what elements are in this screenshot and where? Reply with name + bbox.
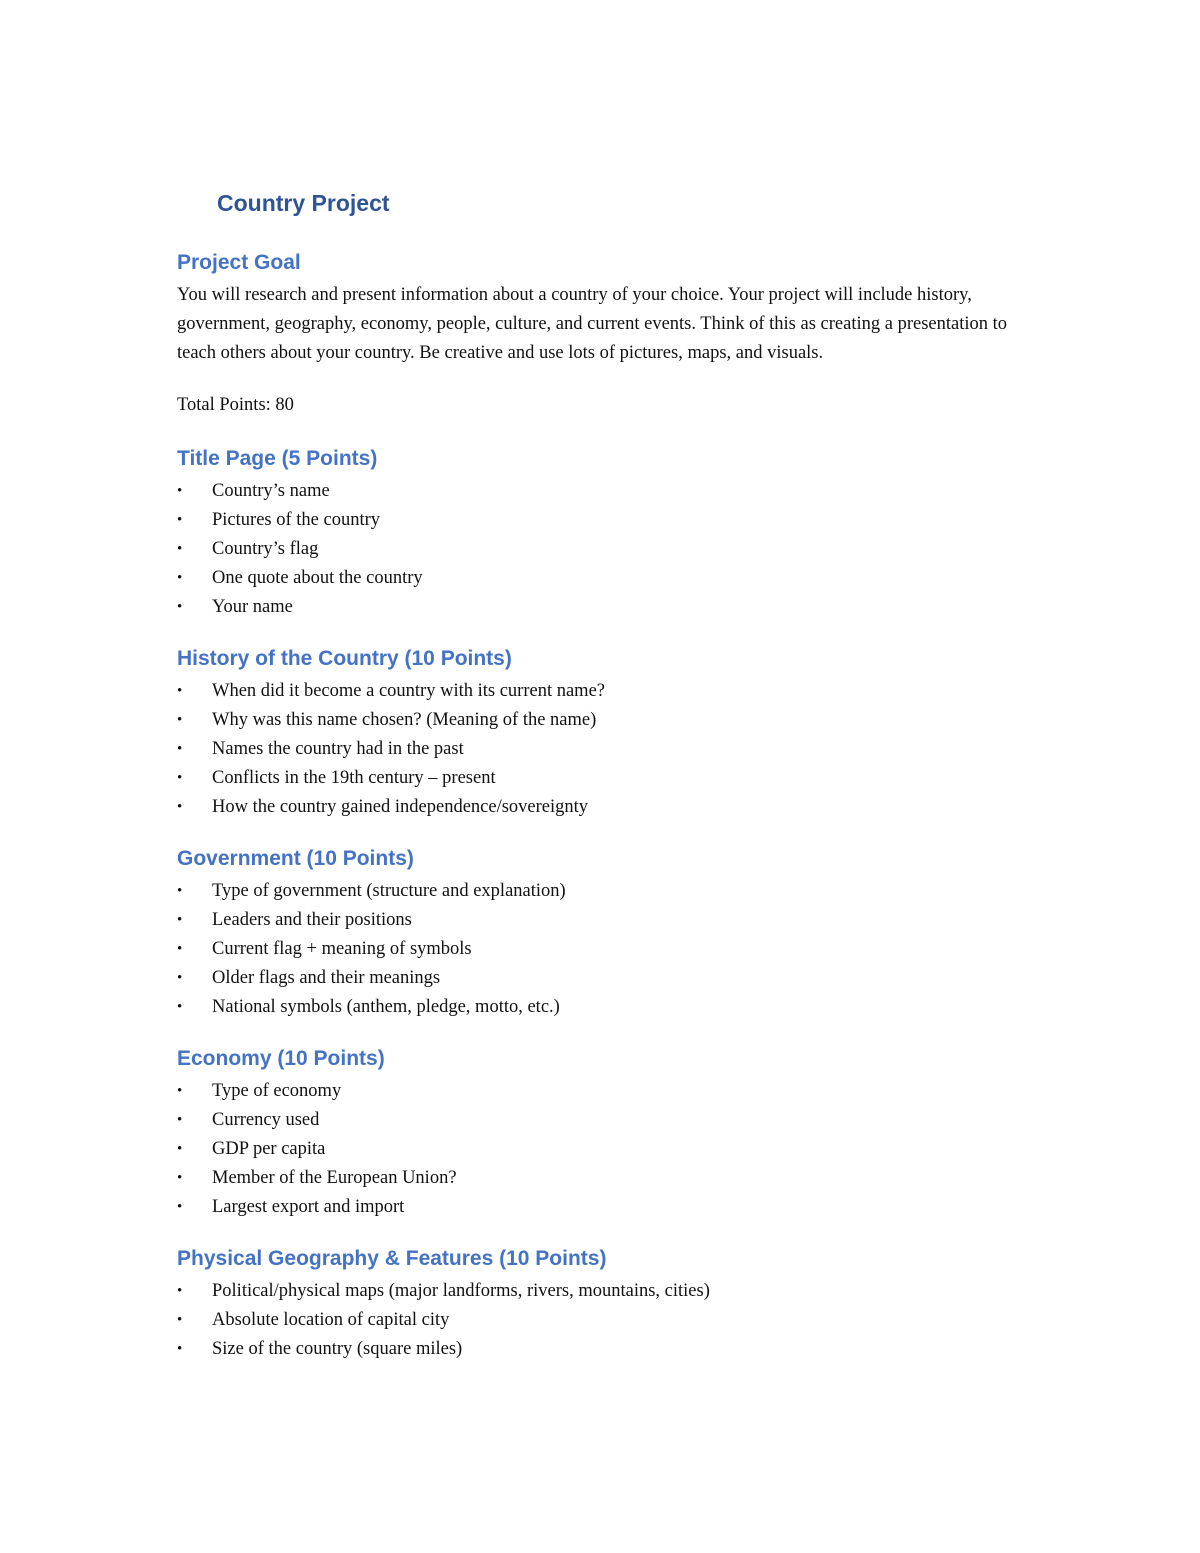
section-heading: Title Page (5 Points) [177,447,378,470]
list-item-text: Older flags and their meanings [212,968,441,988]
title-page-section [177,444,1037,622]
list-item [177,593,1037,622]
bullet-icon: • [177,1112,183,1128]
section-heading: Government (10 Points) [177,847,414,870]
list-item-text: How the country gained independence/sovereignty [212,797,589,817]
list-item [177,564,1037,593]
list-item [177,793,1037,822]
bullet-list [177,477,1037,622]
list-item [177,1193,1037,1222]
bullet-icon: • [177,570,183,586]
document-body [177,248,1037,1364]
bullet-icon: • [177,741,183,757]
total-points: Total Points: 80 [177,395,294,415]
list-item [177,535,1037,564]
list-item [177,1277,1037,1306]
bullet-icon: • [177,883,183,899]
government-section [177,844,1037,1022]
bullet-icon: • [177,712,183,728]
list-item [177,1106,1037,1135]
list-item-text: When did it become a country with its current name? [212,681,605,701]
bullet-icon: • [177,1170,183,1186]
bullet-icon: • [177,599,183,615]
bullet-icon: • [177,941,183,957]
list-item [177,1077,1037,1106]
bullet-icon: • [177,799,183,815]
bullet-icon: • [177,541,183,557]
bullet-list [177,877,1037,1022]
list-item [177,1135,1037,1164]
section-heading: History of the Country (10 Points) [177,647,512,670]
list-item-text: Conflicts in the 19th century – present [212,768,496,788]
list-item [177,877,1037,906]
list-item [177,1335,1037,1364]
list-item [177,1306,1037,1335]
bullet-icon: • [177,1283,183,1299]
list-item-text: Largest export and import [212,1197,405,1217]
bullet-icon: • [177,1083,183,1099]
list-item [177,935,1037,964]
list-item-text: Pictures of the country [212,510,380,530]
list-item-text: National symbols (anthem, pledge, motto, etc.) [212,997,560,1017]
physical-geography-section [177,1244,1037,1364]
economy-section [177,1044,1037,1222]
bullet-icon: • [177,999,183,1015]
section-heading: Economy (10 Points) [177,1047,385,1070]
list-item-text: Type of economy [212,1081,342,1101]
bullet-list [177,1077,1037,1222]
list-item-text: Political/physical maps (major landforms, rivers, mountains, cities) [212,1281,710,1301]
list-item-text: One quote about the country [212,568,423,588]
bullet-icon: • [177,683,183,699]
list-item [177,764,1037,793]
bullet-icon: • [177,970,183,986]
list-item [177,735,1037,764]
project-goal-text: You will research and present information about a country of your choice. Your project will include history, government, geography, economy, people, culture, and current events. Think of this as creating a presentation to teach others about your country. Be creative and use lots of pictures, maps, and visuals. [177,285,1008,363]
list-item-text: Currency used [212,1110,320,1130]
project-goal-section [177,248,1037,420]
list-item-text: GDP per capita [212,1139,326,1159]
list-item-text: Absolute location of capital city [212,1310,450,1330]
list-item-text: Size of the country (square miles) [212,1339,463,1359]
list-item-text: Country’s name [212,481,330,501]
list-item-text: Member of the European Union? [212,1168,457,1188]
list-item [177,1164,1037,1193]
list-item [177,706,1037,735]
list-item-text: Names the country had in the past [212,739,464,759]
list-item-text: Type of government (structure and explanation) [212,881,566,901]
list-item-text: Your name [212,597,293,617]
list-item-text: Current flag + meaning of symbols [212,939,472,959]
bullet-icon: • [177,1312,183,1328]
list-item [177,477,1037,506]
bullet-icon: • [177,770,183,786]
list-item-text: Why was this name chosen? (Meaning of the name) [212,710,597,730]
bullet-icon: • [177,912,183,928]
bullet-list [177,1277,1037,1364]
document-title: Country Project [217,190,390,216]
section-heading: Physical Geography & Features (10 Points) [177,1247,607,1270]
list-item-text: Leaders and their positions [212,910,412,930]
list-item [177,993,1037,1022]
bullet-icon: • [177,1199,183,1215]
list-item [177,964,1037,993]
history-section [177,644,1037,822]
list-item [177,506,1037,535]
bullet-icon: • [177,512,183,528]
bullet-list [177,677,1037,822]
bullet-icon: • [177,1141,183,1157]
list-item [177,677,1037,706]
bullet-icon: • [177,483,183,499]
list-item [177,906,1037,935]
bullet-icon: • [177,1341,183,1357]
list-item-text: Country’s flag [212,539,319,559]
project-goal-heading: Project Goal [177,251,301,274]
